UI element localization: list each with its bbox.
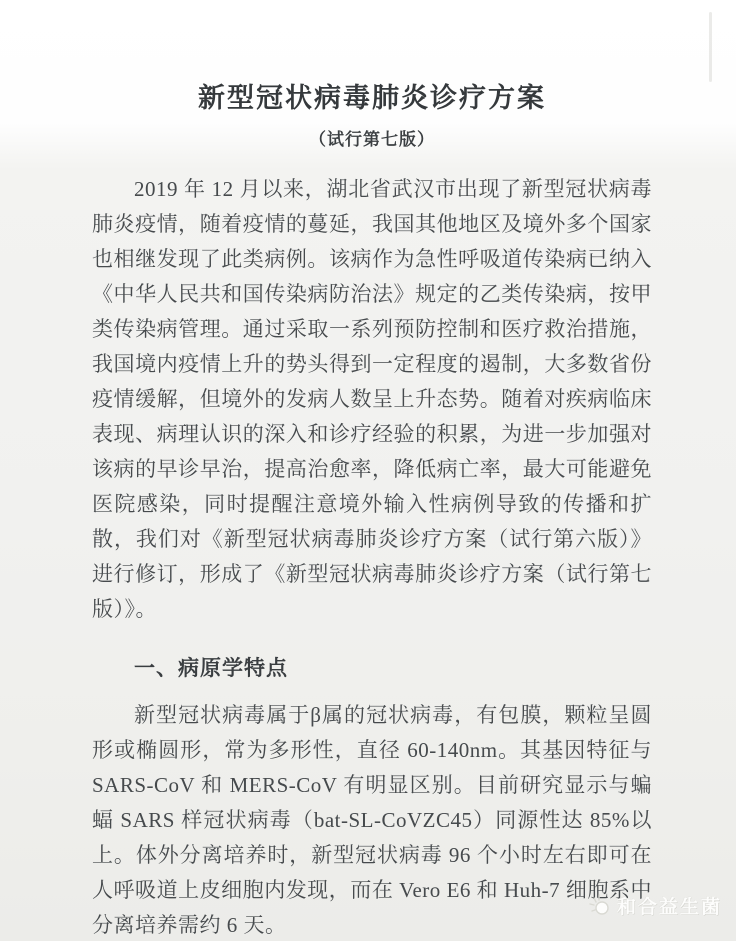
doc-title: 新型冠状病毒肺炎诊疗方案 xyxy=(198,83,546,113)
intro-paragraph: 2019 年 12 月以来，湖北省武汉市出现了新型冠状病毒肺炎疫情，随着疫情的蔓延，我国其他地区及境外多个国家也相继发现了此类病例。该病作为急性呼吸道传染病已纳入《中华人民共和国传染病防治法》规定的乙类传染病，按甲类传染病管理。通过采取一系列预防控制和医疗救治措施，我国境内疫情上升的势头得到一定程度的遏制，大多数省份疫情缓解，但境外的发病人数呈上升态势。随着对疾病临床表现、病理认识的深入和诊疗经验的积累，为进一步加强对该病的早诊早治，提高治愈率，降低病亡率，最大可能避免医院感染，同时提醒注意境外输入性病例导致的传播和扩散，我们对《新型冠状病毒肺炎诊疗方案（试行第六版）》进行修订，形成了《新型冠状病毒肺炎诊疗方案（试行第七版）》。 xyxy=(92,177,652,621)
scan-artifact xyxy=(709,12,712,82)
section-paragraph-pathogen: 新型冠状病毒属于β属的冠状病毒，有包膜，颗粒呈圆形或椭圆形，常为多形性，直径 60-140nm。其基因特征与 SARS-CoV 和 MERS-CoV 有明显区别。目前研究显示与蝙蝠 SARS 样冠状病毒（bat-SL-CoVZC45）同源性达 85%以上。体外分离培养时，新型冠状病毒 96 个小时左右即可在人呼吸道上皮细胞内发现，而在 Vero E6 和 Huh-7 细胞系中分离培养需约 6 天。 xyxy=(92,703,652,937)
watermark-label: 和合益生菌 xyxy=(616,897,722,918)
sun-sprout-logo-icon xyxy=(587,893,613,919)
section-heading-pathogen: 一、病原学特点 xyxy=(134,656,288,680)
watermark xyxy=(587,892,722,919)
doc-subtitle: （试行第七版） xyxy=(309,130,435,149)
